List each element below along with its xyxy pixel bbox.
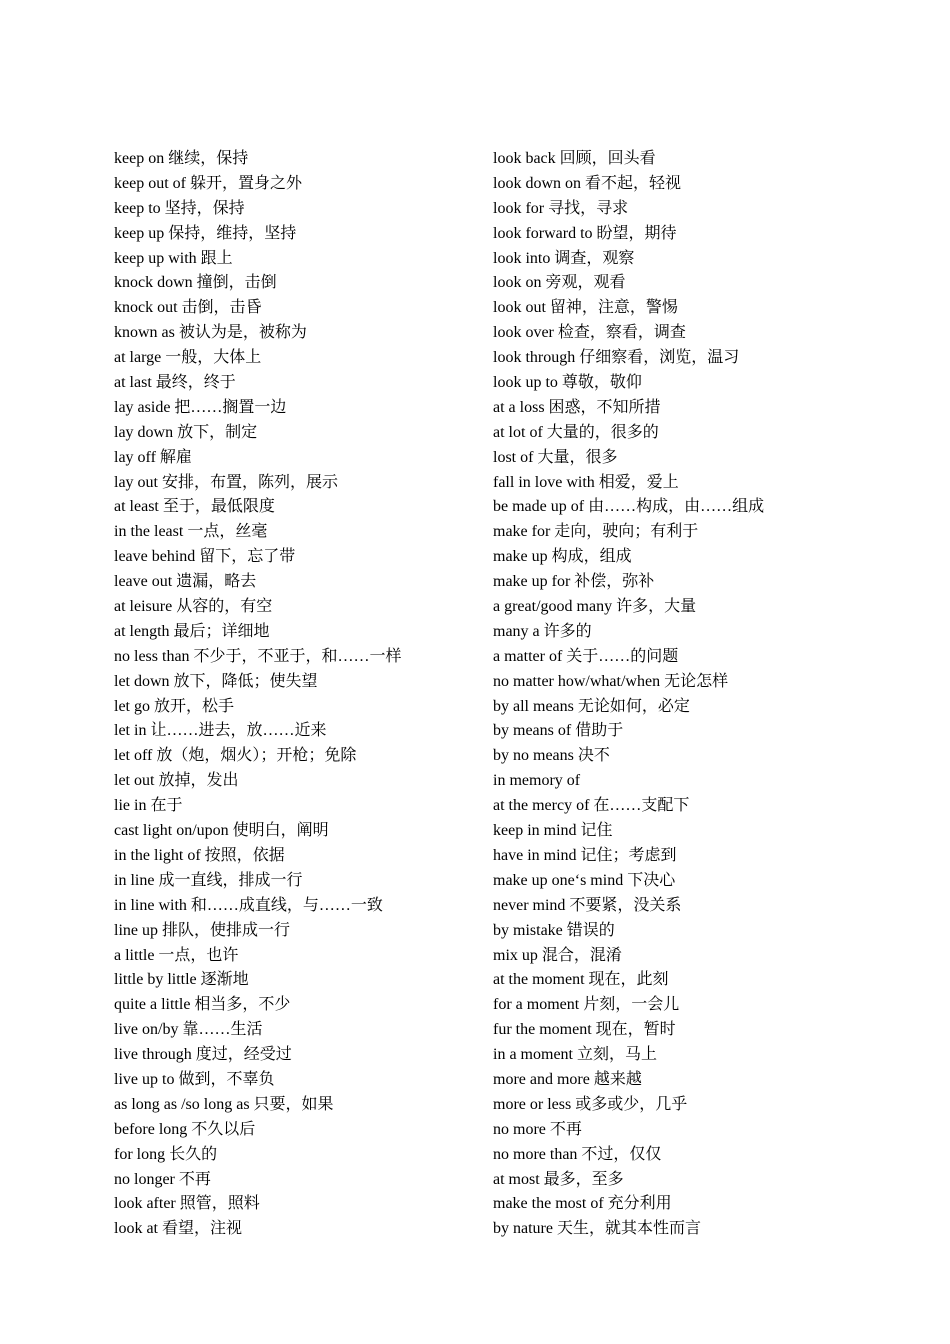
phrase-entry: let out 放掉，发出 [114, 772, 239, 790]
phrase-entry: let in 让……进去，放……近来 [114, 722, 327, 740]
phrase-entry: line up 排队，使排成一行 [114, 921, 290, 939]
phrase-entry: lost of 大量，很多 [493, 448, 618, 466]
phrase-entry: mix up 混合，混淆 [493, 946, 622, 964]
phrase-entry: at last 最终，终于 [114, 374, 236, 392]
phrase-entry: keep up with 跟上 [114, 249, 233, 267]
phrase-entry: lay aside 把……搁置一边 [114, 398, 287, 416]
phrase-entry: look up to 尊敬，敬仰 [493, 374, 642, 392]
phrase-entry: a great/good many 许多，大量 [493, 598, 697, 616]
phrase-entry: have in mind 记住；考虑到 [493, 846, 677, 864]
phrase-entry: lay down 放下，制定 [114, 423, 258, 441]
phrase-entry: make up for 补偿，弥补 [493, 573, 655, 591]
phrase-entry: fall in love with 相爱，爱上 [493, 473, 679, 491]
phrase-entry: knock out 击倒，击昏 [114, 299, 262, 317]
phrase-entry: quite a little 相当多，不少 [114, 996, 291, 1014]
phrase-entry: little by little 逐渐地 [114, 971, 249, 989]
phrase-entry: more and more 越来越 [493, 1070, 642, 1088]
phrase-entry: make for 走向，驶向；有利于 [493, 523, 699, 541]
phrase-entry: known as 被认为是，被称为 [114, 324, 307, 342]
phrase-entry: look for 寻找，寻求 [493, 199, 629, 217]
phrase-entry: for a moment 片刻，一会儿 [493, 996, 680, 1014]
phrase-entry: look forward to 盼望，期待 [493, 224, 677, 242]
phrase-entry: at the mercy of 在……支配下 [493, 797, 690, 815]
phrase-entry: no matter how/what/when 无论怎样 [493, 672, 729, 690]
phrase-entry: look at 看望，注视 [114, 1220, 242, 1238]
phrase-entry: look into 调查，观察 [493, 249, 635, 267]
phrase-entry: let down 放下，降低；使失望 [114, 672, 318, 690]
phrase-entry: make up one‘s mind 下决心 [493, 871, 676, 889]
phrase-entry: by no means 决不 [493, 747, 610, 765]
phrase-entry: more or less 或多或少，几乎 [493, 1095, 688, 1113]
phrase-entry: at length 最后；详细地 [114, 622, 270, 640]
phrase-entry: never mind 不要紧，没关系 [493, 896, 682, 914]
phrase-entry: at the moment 现在，此刻 [493, 971, 669, 989]
phrase-entry: lay out 安排，布置，陈列，展示 [114, 473, 338, 491]
phrase-entry: keep up 保持，维持，坚持 [114, 224, 297, 242]
phrase-list-right [493, 147, 913, 1242]
phrase-entry: by all means 无论如何，必定 [493, 697, 690, 715]
phrase-entry: make up 构成，组成 [493, 548, 632, 566]
phrase-entry: a little 一点，也许 [114, 946, 239, 964]
phrase-entry: keep to 坚持，保持 [114, 199, 245, 217]
phrase-entry: look out 留神，注意，警惕 [493, 299, 678, 317]
phrase-entry: before long 不久以后 [114, 1120, 256, 1138]
phrase-entry: keep in mind 记住 [493, 822, 613, 840]
phrase-entry: no more than 不过，仅仅 [493, 1145, 662, 1163]
phrase-entry: let off 放（炮，烟火）；开枪；免除 [114, 747, 357, 765]
phrase-entry: in memory of [493, 772, 581, 790]
phrase-entry: by nature 天生，就其本性而言 [493, 1220, 701, 1238]
phrase-entry: at large 一般，大体上 [114, 349, 262, 367]
phrase-entry: keep on 继续，保持 [114, 150, 249, 167]
phrase-entry: live up to 做到，不辜负 [114, 1070, 275, 1088]
phrase-entry: look down on 看不起，轻视 [493, 174, 682, 192]
phrase-entry: at a loss 困惑，不知所措 [493, 398, 661, 416]
phrase-entry: be made up of 由……构成，由……组成 [493, 498, 765, 516]
phrase-entry: lay off 解雇 [114, 448, 192, 466]
phrase-entry: at most 最多，至多 [493, 1170, 624, 1188]
phrase-entry: at least 至于，最低限度 [114, 498, 275, 516]
phrase-entry: knock down 撞倒，击倒 [114, 274, 277, 292]
phrase-entry: make the most of 充分利用 [493, 1195, 672, 1213]
phrase-entry: in line with 和……成直线，与……一致 [114, 896, 383, 914]
phrase-entry: look on 旁观，观看 [493, 274, 626, 292]
phrase-entry: no more 不再 [493, 1120, 582, 1138]
phrase-entry: no less than 不少于，不亚于，和……一样 [114, 647, 402, 665]
phrase-entry: in the light of 按照，依据 [114, 846, 285, 864]
phrase-entry: for long 长久的 [114, 1145, 218, 1163]
phrase-entry: by means of 借助于 [493, 722, 624, 740]
phrase-entry: as long as /so long as 只要，如果 [114, 1095, 334, 1113]
phrase-entry: look through 仔细察看，浏览，温习 [493, 349, 740, 367]
phrase-entry: look after 照管，照料 [114, 1195, 260, 1213]
phrase-entry: by mistake 错误的 [493, 921, 615, 939]
phrase-entry: look back 回顾，回头看 [493, 150, 656, 167]
phrase-entry: live on/by 靠……生活 [114, 1021, 263, 1039]
phrase-entry: fur the moment 现在，暂时 [493, 1021, 676, 1039]
phrase-entry: in line 成一直线，排成一行 [114, 871, 303, 889]
phrase-list-left [114, 147, 484, 1242]
phrase-entry: leave out 遗漏，略去 [114, 573, 257, 591]
phrase-entry: let go 放开，松手 [114, 697, 234, 715]
phrase-entry: lie in 在于 [114, 797, 183, 815]
phrase-entry: no longer 不再 [114, 1170, 211, 1188]
phrase-entry: live through 度过，经受过 [114, 1046, 292, 1064]
phrase-entry: a matter of 关于……的问题 [493, 647, 679, 665]
phrase-entry: at leisure 从容的，有空 [114, 598, 273, 616]
phrase-entry: keep out of 躲开，置身之外 [114, 174, 302, 192]
phrase-entry: in a moment 立刻，马上 [493, 1046, 657, 1064]
phrase-entry: many a 许多的 [493, 622, 592, 640]
phrase-entry: in the least 一点，丝毫 [114, 523, 268, 541]
phrase-entry: cast light on/upon 使明白，阐明 [114, 822, 329, 840]
phrase-entry: leave behind 留下，忘了带 [114, 548, 296, 566]
phrase-entry: at lot of 大量的，很多的 [493, 423, 659, 441]
phrase-entry: look over 检查，察看，调查 [493, 324, 686, 342]
